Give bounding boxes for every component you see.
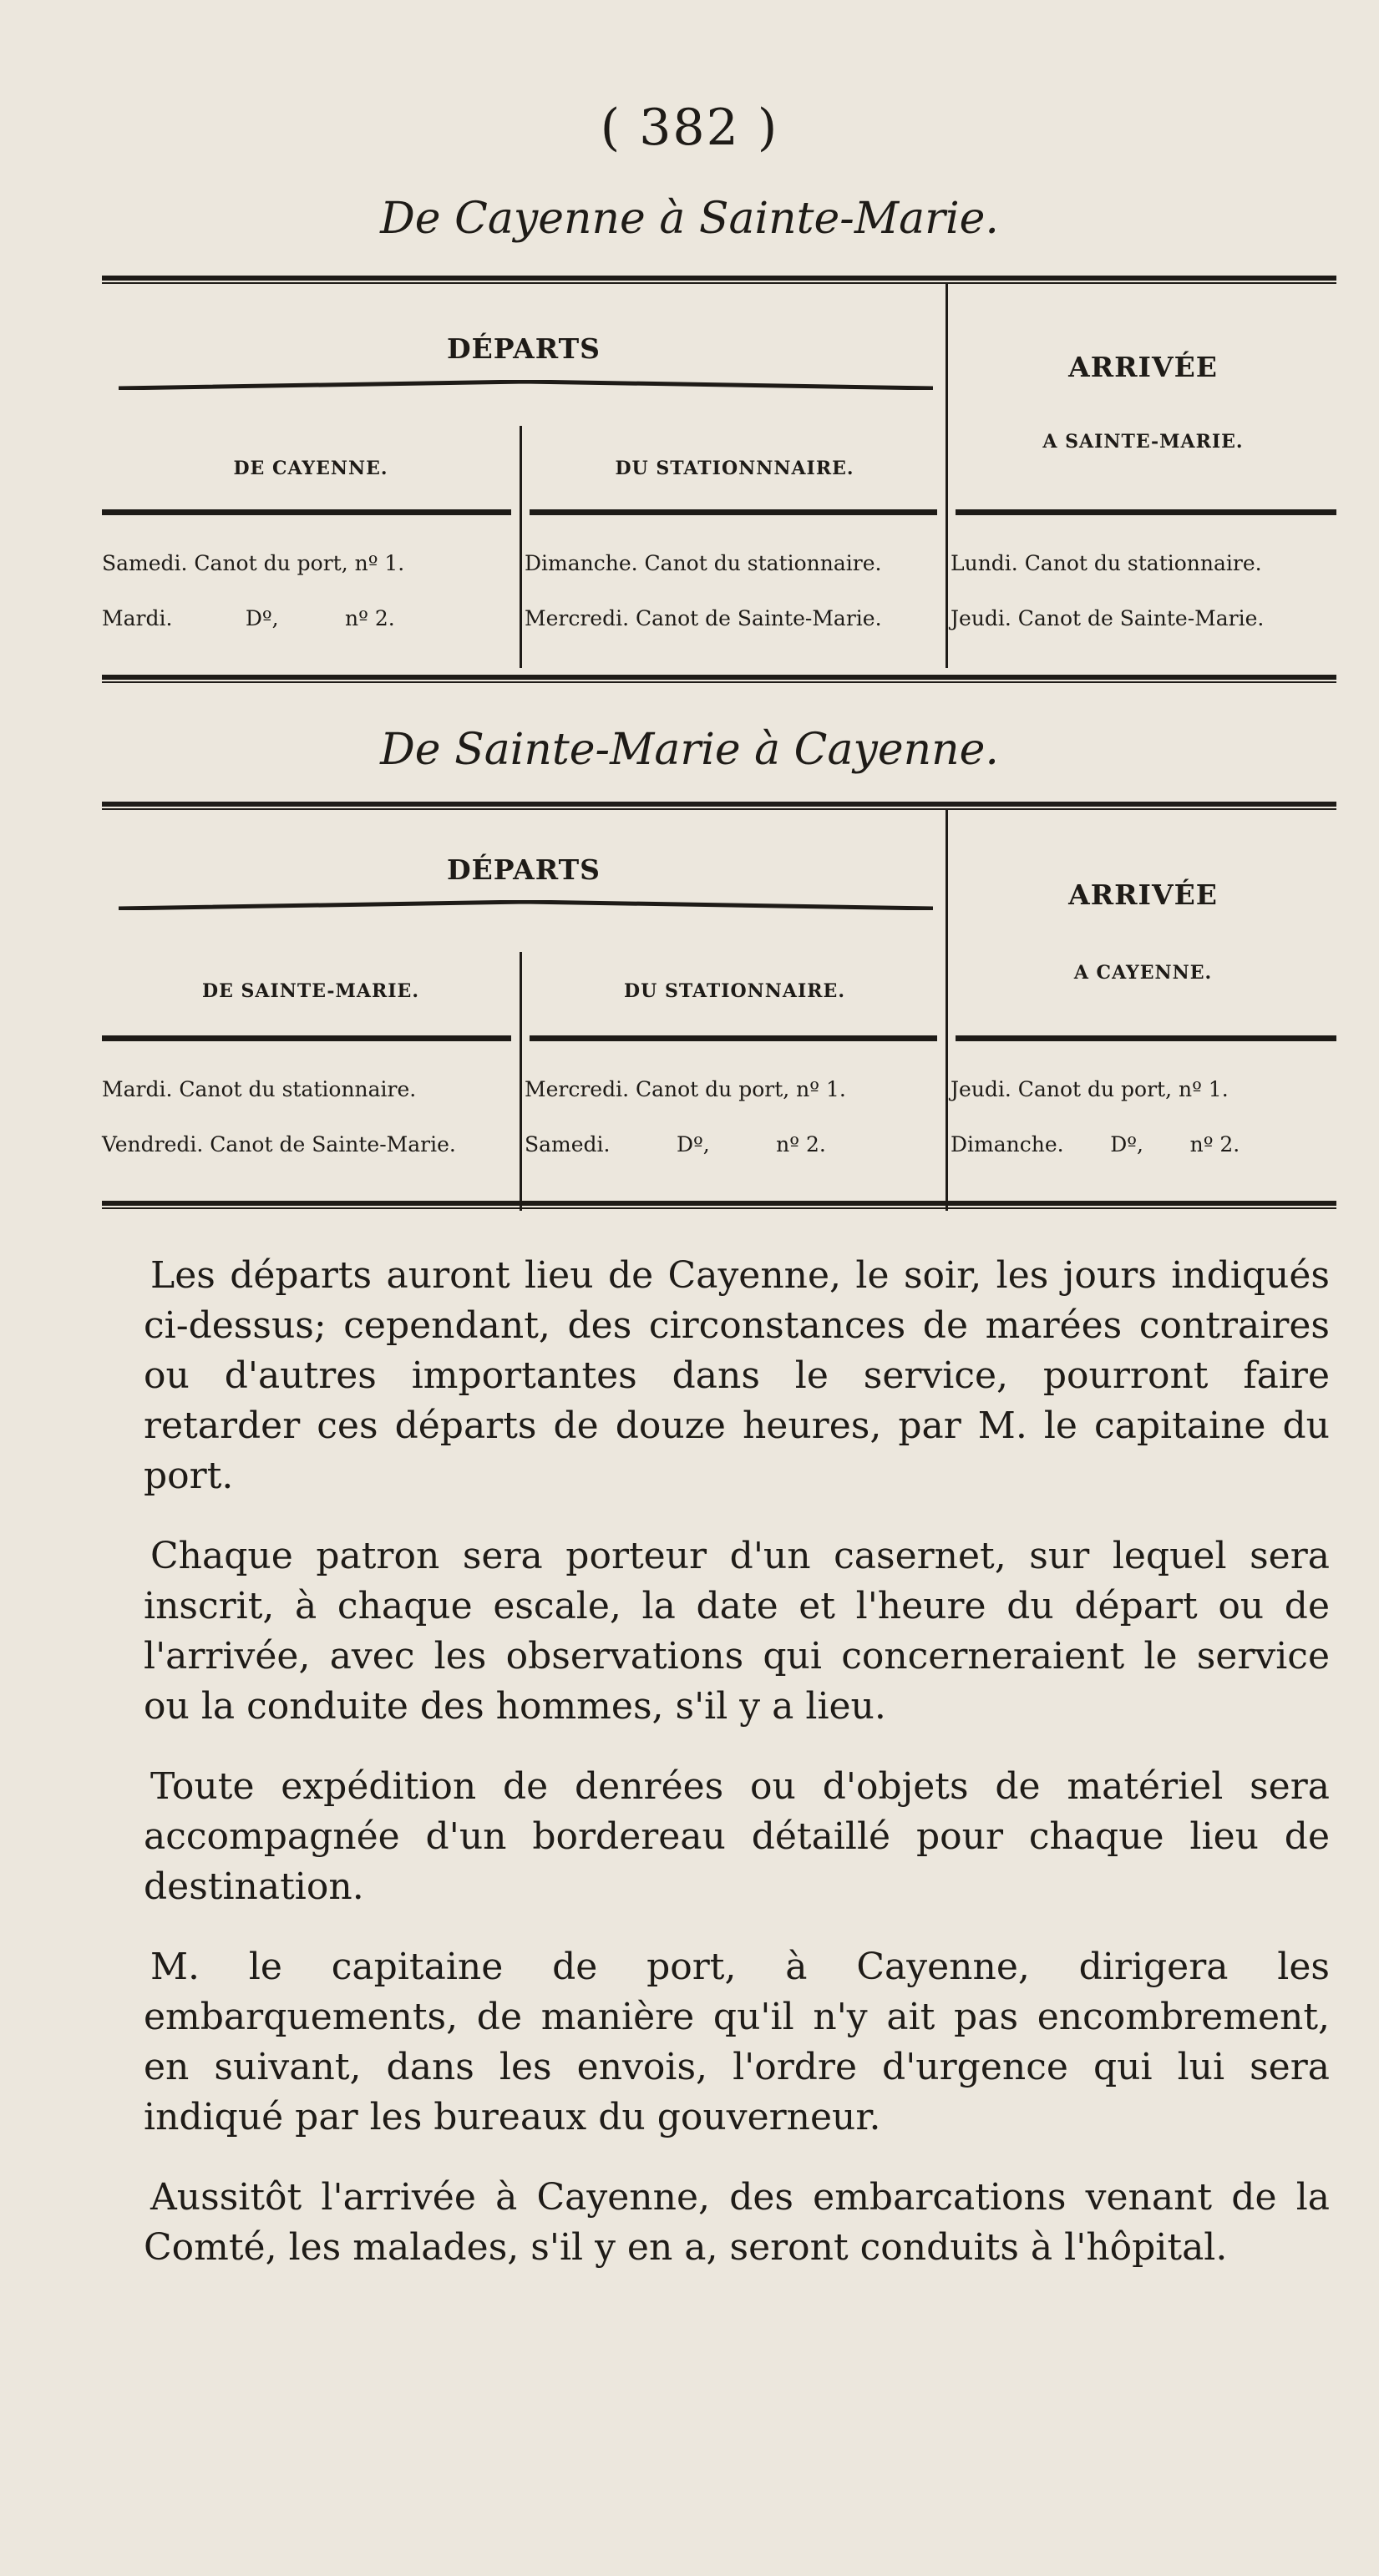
table-cell: Jeudi. Canot du port, nº 1. [951, 1077, 1229, 1101]
column-divider [946, 284, 948, 668]
cell-rule [102, 509, 511, 515]
table-cell: Lundi. Canot du stationnaire. [951, 551, 1262, 575]
bottom-rule [102, 675, 1336, 683]
cell-rule [956, 509, 1336, 515]
arrivee-header: ARRIVÉE [1068, 878, 1218, 911]
table-cell: Mardi. Dº, nº 2. [102, 606, 395, 630]
col-header-du-stationnaire: DU STATIONNNAIRE. [615, 458, 854, 479]
page-number: ( 382 ) [600, 99, 779, 157]
paragraph: Toute expédition de denrées ou d'objets de matériel sera accompagnée d'un bordereau détaillé pour chaque lieu de destination. [144, 1765, 1330, 1908]
col-header-de-cayenne: DE CAYENNE. [233, 458, 388, 479]
top-rule [102, 802, 1336, 810]
table-cell: Jeudi. Canot de Sainte-Marie. [951, 606, 1265, 630]
departs-header: DÉPARTS [446, 853, 601, 886]
column-divider [520, 952, 522, 1211]
paragraph: Aussitôt l'arrivée à Cayenne, des embarcations venant de la Comté, les malades, s'il y en a, seront conduits à l'hôpital. [144, 2176, 1330, 2269]
cell-rule [102, 1035, 511, 1041]
col-header-a-cayenne: A CAYENNE. [1073, 962, 1213, 984]
table-cell: Mercredi. Canot de Sainte-Marie. [525, 606, 882, 630]
table-cell: Mercredi. Canot du port, nº 1. [525, 1077, 846, 1101]
table-cell: Dimanche. Dº, nº 2. [951, 1132, 1240, 1156]
table-cell: Samedi. Canot du port, nº 1. [102, 551, 405, 575]
cell-rule [530, 509, 937, 515]
schedule-title-sainte-marie-to-cayenne: De Sainte-Marie à Cayenne. [380, 725, 999, 775]
table-cell: Samedi. Dº, nº 2. [525, 1132, 826, 1156]
table-cell: Dimanche. Canot du stationnaire. [525, 551, 882, 575]
schedule-table-1 [102, 276, 1336, 693]
col-header-a-sainte-marie: A SAINTE-MARIE. [1042, 431, 1244, 453]
table-cell: Mardi. Canot du stationnaire. [102, 1077, 417, 1101]
schedule-table-2 [102, 802, 1336, 1219]
bottom-rule [102, 1201, 1336, 1209]
cell-rule [530, 1035, 937, 1041]
departs-header: DÉPARTS [446, 332, 601, 365]
table-cell: Vendredi. Canot de Sainte-Marie. [102, 1132, 456, 1156]
col-header-du-stationnaire: DU STATIONNAIRE. [624, 980, 845, 1002]
col-header-de-sainte-marie: DE SAINTE-MARIE. [202, 980, 419, 1002]
arrivee-header: ARRIVÉE [1068, 351, 1218, 383]
top-rule [102, 276, 1336, 284]
paragraph: Chaque patron sera porteur d'un casernet, sur lequel sera inscrit, à chaque escale, la date et l'heure du départ ou de l'arrivée, avec les observations qui concerneraient le service ou la conduite des hommes, s'il y a lieu. [144, 1535, 1330, 1728]
departs-brace [119, 380, 933, 390]
column-divider [946, 810, 948, 1211]
body-text [144, 1251, 1330, 2303]
paragraph: Les départs auront lieu de Cayenne, le soir, les jours indiqués ci-dessus; cependant, des circonstances de marées contraires ou d'autres importantes dans le service, pourront faire retarder ces départs de douze heures, par M. le capitaine du port. [144, 1254, 1330, 1497]
paragraph: M. le capitaine de port, à Cayenne, dirigera les embarquements, de manière qu'il n'y ait pas encombrement, en suivant, dans les envois, l'ordre d'urgence qui lui sera indiqué par les bureaux du gouverneur. [144, 1946, 1330, 2138]
schedule-title-cayenne-to-sainte-marie: De Cayenne à Sainte-Marie. [380, 194, 999, 244]
cell-rule [956, 1035, 1336, 1041]
departs-brace [119, 900, 933, 910]
column-divider [520, 426, 522, 668]
